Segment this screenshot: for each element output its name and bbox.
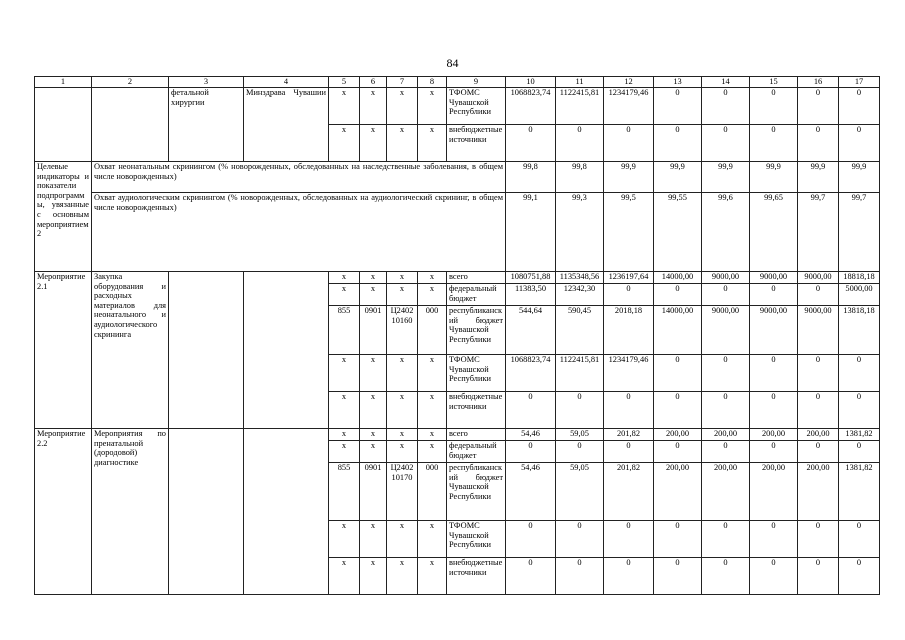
value-cell: 0 [556, 125, 604, 162]
value-cell: 0 [506, 441, 556, 463]
value-cell: 0 [750, 521, 798, 558]
kbk-section-cell: х [360, 355, 387, 392]
funding-source-cell: ТФОМС Чувашской Республики [447, 355, 506, 392]
value-cell: 0 [654, 355, 702, 392]
kbk-grbs-cell: х [329, 558, 360, 595]
value-cell: 0 [604, 558, 654, 595]
value-cell: 1234179,46 [604, 355, 654, 392]
value-cell: 0 [702, 355, 750, 392]
funding-source-cell: внебюджетные источники [447, 125, 506, 162]
indicator-value-cell: 99,55 [654, 193, 702, 272]
table-row [35, 272, 880, 284]
value-cell: 0 [798, 392, 839, 429]
value-cell: 200,00 [654, 463, 702, 521]
value-cell: 0 [506, 558, 556, 595]
header-cell: 2 [92, 77, 169, 88]
value-cell: 18818,18 [839, 272, 880, 284]
table-row [35, 88, 880, 125]
kbk-target-cell: Ц2402 10160 [387, 306, 418, 355]
value-cell: 0 [506, 125, 556, 162]
value-cell: 0 [798, 355, 839, 392]
value-cell: 1068823,74 [506, 355, 556, 392]
table-row [35, 429, 880, 441]
kbk-grbs-cell: 855 [329, 463, 360, 521]
measure-label-cell: Мероприятие 2.1 [35, 272, 92, 429]
kbk-target-cell: х [387, 355, 418, 392]
value-cell: 54,46 [506, 463, 556, 521]
header-cell: 16 [798, 77, 839, 88]
kbk-target-cell: х [387, 441, 418, 463]
value-cell: 0 [839, 355, 880, 392]
value-cell: 200,00 [654, 429, 702, 441]
value-cell: 0 [604, 284, 654, 306]
value-cell: 200,00 [798, 463, 839, 521]
indicator-value-cell: 99,8 [556, 162, 604, 193]
kbk-section-cell: 0901 [360, 463, 387, 521]
kbk-section-cell: 0901 [360, 306, 387, 355]
indicator-value-cell: 99,9 [798, 162, 839, 193]
value-cell: 0 [556, 441, 604, 463]
indicators-label-cell: Целевые индикаторы и показатели подпрограммы, увязанные с основным мероприятием 2 [35, 162, 92, 272]
measure-name-cell [92, 88, 169, 162]
value-cell: 1080751,88 [506, 272, 556, 284]
kbk-target-cell: х [387, 284, 418, 306]
kbk-section-cell: х [360, 88, 387, 125]
kbk-target-cell: х [387, 558, 418, 595]
value-cell: 0 [506, 392, 556, 429]
value-cell: 1122415,81 [556, 88, 604, 125]
kbk-type-cell: х [418, 429, 447, 441]
kbk-target-cell: х [387, 88, 418, 125]
participant-cell: Минздрава Чувашии [244, 88, 329, 162]
value-cell: 54,46 [506, 429, 556, 441]
funding-source-cell: ТФОМС Чувашской Республики [447, 521, 506, 558]
value-cell: 0 [702, 125, 750, 162]
indicator-value-cell: 99,3 [556, 193, 604, 272]
measure-name-cell: Мероприятия по пренатальной (дородовой) диагностике [92, 429, 169, 595]
value-cell: 59,05 [556, 463, 604, 521]
value-cell: 0 [702, 558, 750, 595]
value-cell: 0 [839, 558, 880, 595]
indicator-value-cell: 99,65 [750, 193, 798, 272]
header-cell: 4 [244, 77, 329, 88]
value-cell: 0 [654, 284, 702, 306]
indicator-value-cell: 99,9 [654, 162, 702, 193]
value-cell: 0 [556, 392, 604, 429]
kbk-type-cell: х [418, 441, 447, 463]
value-cell: 0 [654, 521, 702, 558]
indicator-value-cell: 99,7 [798, 193, 839, 272]
kbk-type-cell: х [418, 272, 447, 284]
value-cell: 0 [654, 88, 702, 125]
indicator-value-cell: 99,5 [604, 193, 654, 272]
header-cell: 13 [654, 77, 702, 88]
kbk-target-cell: х [387, 392, 418, 429]
kbk-section-cell: х [360, 284, 387, 306]
indicator-text-cell: Охват аудиологическим скринингом (% новорожденных, обследованных на аудиологический скрининг, в общем числе новорожденных) [92, 193, 506, 272]
indicator-row [35, 193, 880, 272]
value-cell: 9000,00 [702, 272, 750, 284]
value-cell: 0 [798, 88, 839, 125]
budget-table [34, 76, 880, 595]
funding-source-cell: внебюджетные источники [447, 392, 506, 429]
value-cell: 0 [839, 88, 880, 125]
value-cell: 0 [750, 392, 798, 429]
value-cell: 1381,82 [839, 429, 880, 441]
kbk-type-cell: х [418, 355, 447, 392]
program-cell [35, 88, 92, 162]
value-cell: 200,00 [750, 463, 798, 521]
value-cell: 0 [654, 392, 702, 429]
value-cell: 200,00 [798, 429, 839, 441]
value-cell: 0 [750, 441, 798, 463]
value-cell: 0 [556, 558, 604, 595]
header-cell: 6 [360, 77, 387, 88]
value-cell: 13818,18 [839, 306, 880, 355]
value-cell: 0 [654, 558, 702, 595]
value-cell: 0 [839, 392, 880, 429]
value-cell: 2018,18 [604, 306, 654, 355]
executor-cell [169, 272, 244, 429]
kbk-grbs-cell: х [329, 284, 360, 306]
value-cell: 200,00 [702, 429, 750, 441]
value-cell: 0 [750, 558, 798, 595]
value-cell: 201,82 [604, 463, 654, 521]
kbk-section-cell: х [360, 429, 387, 441]
kbk-type-cell: 000 [418, 306, 447, 355]
page-number: 84 [446, 56, 459, 70]
funding-source-cell: республиканский бюджет Чувашской Республики [447, 463, 506, 521]
kbk-type-cell: х [418, 125, 447, 162]
header-row [35, 77, 880, 88]
kbk-type-cell: х [418, 88, 447, 125]
kbk-grbs-cell: х [329, 355, 360, 392]
kbk-section-cell: х [360, 441, 387, 463]
value-cell: 0 [750, 88, 798, 125]
value-cell: 0 [750, 125, 798, 162]
value-cell: 0 [702, 392, 750, 429]
header-cell: 9 [447, 77, 506, 88]
value-cell: 59,05 [556, 429, 604, 441]
kbk-section-cell: х [360, 125, 387, 162]
value-cell: 9000,00 [750, 306, 798, 355]
value-cell: 0 [604, 392, 654, 429]
participant-cell [244, 429, 329, 595]
kbk-type-cell: х [418, 558, 447, 595]
value-cell: 1135348,56 [556, 272, 604, 284]
kbk-target-cell: х [387, 429, 418, 441]
funding-source-cell: всего [447, 429, 506, 441]
kbk-grbs-cell: х [329, 392, 360, 429]
value-cell: 0 [798, 521, 839, 558]
funding-source-cell: ТФОМС Чувашской Республики [447, 88, 506, 125]
kbk-grbs-cell: х [329, 88, 360, 125]
header-cell: 5 [329, 77, 360, 88]
header-cell: 1 [35, 77, 92, 88]
value-cell: 1236197,64 [604, 272, 654, 284]
value-cell: 1234179,46 [604, 88, 654, 125]
kbk-target-cell: Ц2402 10170 [387, 463, 418, 521]
kbk-section-cell: х [360, 558, 387, 595]
indicator-value-cell: 99,1 [506, 193, 556, 272]
value-cell: 0 [702, 521, 750, 558]
indicator-value-cell: 99,8 [506, 162, 556, 193]
header-cell: 3 [169, 77, 244, 88]
kbk-grbs-cell: х [329, 441, 360, 463]
header-cell: 8 [418, 77, 447, 88]
kbk-grbs-cell: х [329, 521, 360, 558]
value-cell: 0 [702, 88, 750, 125]
value-cell: 0 [654, 441, 702, 463]
value-cell: 200,00 [750, 429, 798, 441]
value-cell: 0 [604, 441, 654, 463]
funding-source-cell: федеральный бюджет [447, 284, 506, 306]
value-cell: 1068823,74 [506, 88, 556, 125]
value-cell: 0 [506, 521, 556, 558]
kbk-grbs-cell: 855 [329, 306, 360, 355]
funding-source-cell: внебюджетные источники [447, 558, 506, 595]
value-cell: 5000,00 [839, 284, 880, 306]
kbk-type-cell: х [418, 392, 447, 429]
value-cell: 11383,50 [506, 284, 556, 306]
indicator-value-cell: 99,9 [839, 162, 880, 193]
header-cell: 17 [839, 77, 880, 88]
kbk-grbs-cell: х [329, 125, 360, 162]
value-cell: 590,45 [556, 306, 604, 355]
value-cell: 200,00 [702, 463, 750, 521]
kbk-type-cell: х [418, 284, 447, 306]
value-cell: 544,64 [506, 306, 556, 355]
kbk-target-cell: х [387, 272, 418, 284]
value-cell: 9000,00 [798, 306, 839, 355]
value-cell: 0 [798, 284, 839, 306]
header-cell: 15 [750, 77, 798, 88]
value-cell: 0 [839, 441, 880, 463]
value-cell: 1122415,81 [556, 355, 604, 392]
value-cell: 0 [702, 284, 750, 306]
value-cell: 14000,00 [654, 306, 702, 355]
header-cell: 14 [702, 77, 750, 88]
value-cell: 0 [654, 125, 702, 162]
value-cell: 0 [702, 441, 750, 463]
value-cell: 0 [839, 521, 880, 558]
funding-source-cell: всего [447, 272, 506, 284]
value-cell: 201,82 [604, 429, 654, 441]
indicator-value-cell: 99,9 [750, 162, 798, 193]
kbk-grbs-cell: х [329, 272, 360, 284]
value-cell: 0 [604, 125, 654, 162]
kbk-type-cell: х [418, 521, 447, 558]
measure-name-cell: Закупка оборудования и расходных материалов для неонатального и аудиологического скрининга [92, 272, 169, 429]
indicator-value-cell: 99,6 [702, 193, 750, 272]
kbk-section-cell: х [360, 521, 387, 558]
executor-cell [169, 429, 244, 595]
funding-source-cell: федеральный бюджет [447, 441, 506, 463]
value-cell: 9000,00 [798, 272, 839, 284]
value-cell: 12342,30 [556, 284, 604, 306]
value-cell: 1381,82 [839, 463, 880, 521]
header-cell: 12 [604, 77, 654, 88]
kbk-section-cell: х [360, 392, 387, 429]
indicator-value-cell: 99,9 [702, 162, 750, 193]
value-cell: 0 [604, 521, 654, 558]
funding-source-cell: республиканский бюджет Чувашской Республики [447, 306, 506, 355]
header-cell: 11 [556, 77, 604, 88]
value-cell: 0 [750, 284, 798, 306]
value-cell: 0 [750, 355, 798, 392]
value-cell: 0 [798, 125, 839, 162]
kbk-target-cell: х [387, 125, 418, 162]
value-cell: 9000,00 [750, 272, 798, 284]
value-cell: 9000,00 [702, 306, 750, 355]
executor-cell: фетальной хирургии [169, 88, 244, 162]
indicator-row [35, 162, 880, 193]
indicator-value-cell: 99,7 [839, 193, 880, 272]
value-cell: 0 [798, 441, 839, 463]
value-cell: 0 [839, 125, 880, 162]
indicator-value-cell: 99,9 [604, 162, 654, 193]
kbk-type-cell: 000 [418, 463, 447, 521]
header-cell: 7 [387, 77, 418, 88]
value-cell: 0 [798, 558, 839, 595]
kbk-grbs-cell: х [329, 429, 360, 441]
measure-label-cell: Мероприятие 2.2 [35, 429, 92, 595]
participant-cell [244, 272, 329, 429]
value-cell: 14000,00 [654, 272, 702, 284]
kbk-target-cell: х [387, 521, 418, 558]
header-cell: 10 [506, 77, 556, 88]
value-cell: 0 [556, 521, 604, 558]
indicator-text-cell: Охват неонатальным скринингом (% новорожденных, обследованных на наследственные заболевания, в общем числе новорожденных) [92, 162, 506, 193]
kbk-section-cell: х [360, 272, 387, 284]
